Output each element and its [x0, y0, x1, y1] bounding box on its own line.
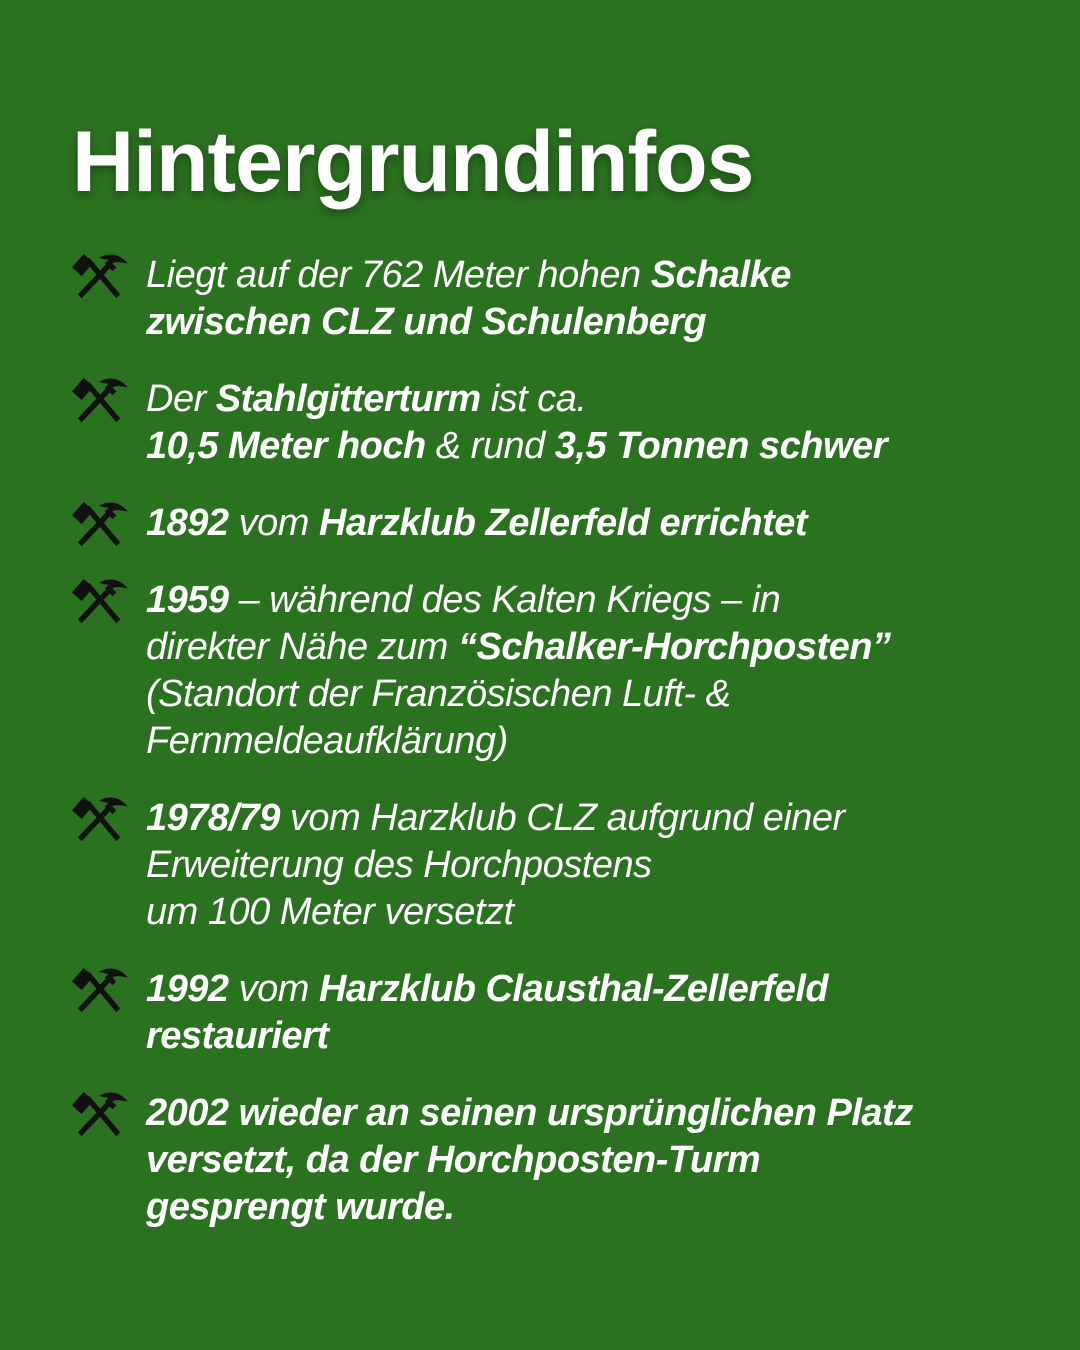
- item-line: [146, 1013, 1030, 1060]
- text: vom: [228, 502, 319, 544]
- text: vom Harzklub CLZ aufgrund einer: [279, 797, 845, 839]
- text: Der: [146, 378, 216, 420]
- bold-text: gesprengt wurde.: [146, 1186, 455, 1228]
- hammer-and-pick-icon: [70, 966, 128, 1018]
- item-line: [146, 718, 1030, 765]
- item-line: [146, 1137, 1030, 1184]
- text: um 100 Meter versetzt: [146, 891, 514, 933]
- bold-text: 1978/79: [146, 797, 280, 839]
- bold-text: 2002 wieder an seinen ursprünglichen Platz: [146, 1092, 913, 1134]
- item-line: [146, 671, 1030, 718]
- list-item: [70, 577, 1030, 765]
- item-line: [146, 842, 1030, 889]
- hammer-and-pick-icon: [70, 500, 128, 552]
- list-item: [70, 1090, 1030, 1231]
- text: direkter Nähe zum: [146, 626, 459, 668]
- item-line: [146, 795, 1030, 842]
- bold-text: 1959: [146, 579, 229, 621]
- bold-text: “Schalker-Horchposten”: [458, 626, 891, 668]
- bold-text: 1892: [146, 502, 229, 544]
- item-line: [146, 423, 1030, 470]
- item-line: [146, 889, 1030, 936]
- item-line: [146, 966, 1030, 1013]
- bold-text: Harzklub Clausthal-Zellerfeld: [318, 968, 829, 1010]
- item-line: [146, 500, 1030, 547]
- bold-text: 10,5 Meter hoch: [146, 425, 426, 467]
- item-line: [146, 376, 1030, 423]
- text: Erweiterung des Horchpostens: [146, 844, 652, 886]
- list-item: [70, 376, 1030, 470]
- item-line: [146, 252, 1030, 299]
- hammer-and-pick-icon: [70, 1090, 128, 1142]
- bold-text: versetzt, da der Horchposten-Turm: [146, 1139, 761, 1181]
- hammer-and-pick-icon: [70, 376, 128, 428]
- text: – während des Kalten Kriegs – in: [228, 579, 781, 621]
- page-title: Hintergrundinfos: [72, 114, 754, 210]
- text: (Standort der Französischen Luft- &: [146, 673, 731, 715]
- list-item: [70, 500, 1030, 547]
- bold-text: Schalke: [650, 254, 791, 296]
- bold-text: zwischen CLZ und Schulenberg: [146, 301, 707, 343]
- text: Liegt auf der 762 Meter hohen: [146, 254, 651, 296]
- bold-text: 3,5 Tonnen schwer: [554, 425, 887, 467]
- list-item: [70, 252, 1030, 346]
- list-item: [70, 795, 1030, 936]
- item-line: [146, 624, 1030, 671]
- text: & rund: [425, 425, 555, 467]
- bold-text: Stahlgitterturm: [215, 378, 481, 420]
- hammer-and-pick-icon: [70, 252, 128, 304]
- bold-text: 1992: [146, 968, 229, 1010]
- hammer-and-pick-icon: [70, 577, 128, 629]
- info-list: [70, 252, 1030, 1261]
- item-line: [146, 577, 1030, 624]
- hammer-and-pick-icon: [70, 795, 128, 847]
- text: ist ca.: [480, 378, 587, 420]
- list-item: [70, 966, 1030, 1060]
- bold-text: Harzklub Zellerfeld errichtet: [318, 502, 808, 544]
- bold-text: restauriert: [146, 1015, 329, 1057]
- text: vom: [228, 968, 319, 1010]
- item-line: [146, 1184, 1030, 1231]
- item-line: [146, 299, 1030, 346]
- item-line: [146, 1090, 1030, 1137]
- text: Fernmeldeaufklärung): [146, 720, 508, 762]
